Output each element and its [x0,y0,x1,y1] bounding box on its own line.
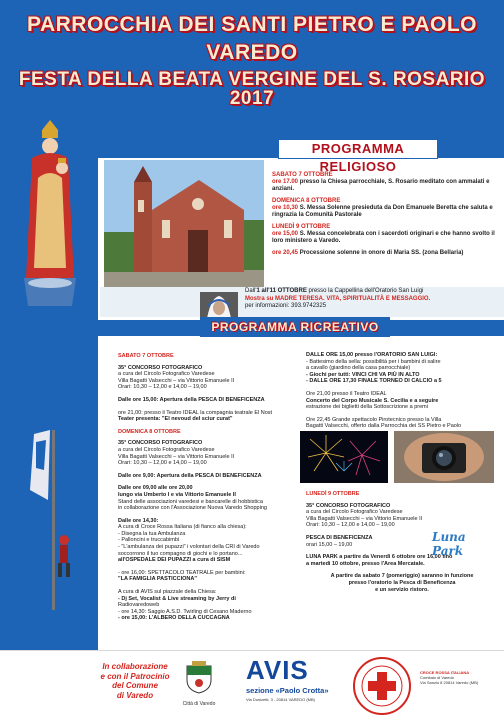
day-heading-lunedi: LUNEDÌ 9 OTTOBRE [306,491,360,497]
block-line: - Palloncini e truccabimbi [118,537,180,544]
schedule-time: ore 20,45 [272,250,299,256]
cri-info [420,670,500,685]
block-line: e un servizio ristoro. [375,586,429,593]
teresa-dates: 1 all'11 OTTOBRE [256,288,307,294]
block-line: - Dj Set, Vocalist & Live streaming by Jerry di [118,595,236,602]
block-line: estrazione dei biglietti della Sottoscrizione a premi [306,404,428,411]
schedule-day: DOMENICA 8 OTTOBRE [272,198,341,204]
ricreativo-title: PROGRAMMA RICREATIVO [200,317,390,337]
block-line: lungo via Umberto I e via Vittorio Emanuele II [118,491,236,498]
show-block [118,570,298,583]
collab-line: e con il Patrocinio [100,671,170,681]
collab-line: del Comune [112,681,158,690]
schedule-text [272,205,498,219]
block-line: Stand delle associazioni varedesi e bancarelle di hobbistica [118,498,263,505]
schedule-time: ore 15,00 [272,231,299,237]
block-line: A partire da sabato 7 (pomeriggio) saranno in funzione [330,573,474,580]
stand-block [118,485,298,511]
religioso-schedule [272,172,498,262]
pesca-block [118,397,298,404]
block-line: - DALLE ORE 17,30 FINALE TORNEO DI CALCIO a 5 [306,378,442,385]
photo-contest-block [306,503,498,529]
collaboration-note [92,662,178,700]
schedule-time: ore 17.00 [272,179,299,185]
oratorio-block [306,352,498,385]
block-line: A cura di Croce Rossa Italiana (di fianco alla chiesa): [118,524,247,531]
teresa-exhibit-title: Mostra su MADRE TERESA. VITA, SPIRITUALITÀ E MESSAGGIO. [245,295,431,302]
teresa-phone: 393.9742325 [291,303,327,309]
concert-block [306,391,498,411]
fireworks-photo [300,431,388,483]
schedule-day: LUNEDÌ 9 OTTOBRE [272,224,331,230]
avis-wordmark: AVIS [246,655,309,685]
schedule-text [272,179,498,193]
schedule-desc: presso la Chiesa parrocchiale, S. Rosario meditato con ammalati e anziani. [272,179,490,192]
block-line: Orari: 10,30 – 12,00 e 14,00 – 19,00 [306,522,395,529]
schedule-time: ore 10,30 [272,205,299,211]
block-line: Ore 22,45 Grande spettacolo Pirotecnico presso la Villa [306,416,442,423]
day-heading-sabato: SABATO 7 OTTOBRE [118,353,174,359]
collab-line: di Varedo [116,690,154,700]
block-title: 35° CONCORSO FOTOGRAFICO [306,502,391,509]
parish-title: PARROCCHIA DEI SANTI PIETRO E PAOLO [27,13,477,36]
block-line: LUNA PARK a partire da Venerdì 6 ottobre ore 16,00 fino [306,554,453,561]
flag-pole-image [24,430,84,610]
comune-caption: Città di Varedo [182,701,216,707]
avis-activities-block [118,589,298,622]
madonna-statue-image [18,118,82,308]
block-line: soccorrono il tuo compagno di giochi e lo portano... [118,550,243,557]
block-line: presso l'oratorio la Pesca di Beneficenza [348,579,456,586]
teresa-line-3 [245,303,495,311]
block-title: DALLE ORE 15,00 presso l'ORATORIO SAN LUIGI: [306,352,438,358]
comune-crest-icon [183,660,215,694]
teresa-line-1 [245,288,495,296]
block-line: orari 15,00 – 19,00 [306,541,353,548]
block-line: Villa Bagatti Valsecchi – via Vittorio Emanuele II [118,377,235,384]
avis-address: Via Donizetti, 3 - 20814 VAREDO (MB) [246,697,315,702]
block-line: Dalle ore 15,00: Apertura della PESCA DI BENEFICENZA [118,396,265,403]
block-line: - ore 14,30: Saggio A.S.D. Twirling di Cesano Maderno [118,608,252,615]
cri-line: Comitato di Varedo [420,675,454,680]
avis-logo [246,656,340,718]
day-heading-domenica: DOMENICA 8 OTTOBRE [118,428,181,435]
avis-section: sezione «Paolo Crotta» [246,686,329,695]
block-line: ore 21,00: presso il Teatro IDEAL la compagnia teatrale El Nost [118,409,273,416]
block-line: Villa Bagatti Valsecchi – via Vittorio Emanuele II [306,515,423,522]
church-photo [104,160,264,290]
ricreativo-left-column [118,353,298,628]
schedule-item-domenica [272,198,498,219]
block-line: - ore 15,00: L'ALBERO DELLA CUCCAGNA [118,615,230,622]
block-line: Ore 21,00 presso il Teatro IDEAL [306,390,387,397]
town-title: VAREDO [206,41,298,64]
block-line: - "L'ambulanza dei pupazzi" i volontari della CRI di Varedo [118,544,260,551]
schedule-item-sabato [272,172,498,193]
teresa-info-label: per informazioni: [245,303,292,309]
cri-line: CROCE ROSSA ITALIANA [420,670,470,675]
schedule-item-processione [272,250,498,257]
ricreativo-right-column [306,352,498,436]
schedule-desc: Processione solenne in onore di Maria SS. (zona Bellaria) [299,250,464,256]
croce-rossa-logo-icon [352,656,412,716]
comune-logo [176,660,222,718]
teresa-exhibit-info [245,288,495,311]
collab-line: In collaborazione [102,662,168,671]
block-line: A cura di AVIS sul piazzale della Chiesa: [118,589,217,596]
block-title: Dalle ore 14,30: [118,517,159,524]
teresa-location: presso la Cappellina dell'Oratorio San Luigi [306,288,424,294]
block-line: a martedì 10 ottobre, presso l'Area Mercatale. [306,560,425,567]
schedule-day: SABATO 7 OTTOBRE [272,172,333,178]
block-line: Villa Bagatti Valsecchi – via Vittorio Emanuele II [118,453,235,460]
block-line: Dalle ore 9,00: Apertura della PESCA DI BENEFICENZA [118,472,262,479]
cri-line: Via Sanzio 8 20814 Varedo (MB) [420,680,479,685]
block-line: Concerto del Corpo Musicale S. Cecilia e a seguire [306,397,439,404]
block-line: Orari: 10,30 – 12,00 e 14,00 – 19,00 [118,460,207,467]
teresa-prefix: Dall' [245,288,257,294]
luna-park-logo: Luna Park [432,530,466,558]
schedule-desc: S. Messa Solenne presieduta da Don Emanuele Beretta che saluta e ringrazia la Comunità Pastorale [272,205,493,218]
block-line: in collaborazione con l'Associazione Nuova Varedo Shopping [118,505,267,512]
schedule-item-lunedi [272,224,498,245]
photo-contest-block [118,365,298,391]
festival-title: FESTA DELLA BEATA VERGINE DEL S. ROSARIO 2017 [18,69,486,109]
block-line: a cavallo (giardino della casa parrocchiale) [306,365,411,372]
photo-contest-block [118,440,298,466]
block-line: a cura del Circolo Fotografico Varedese [118,371,215,378]
religioso-title: PROGRAMMA RELIGIOSO [278,139,438,159]
block-line: - Battesimo della sella: possibilità per i bambini di salire [306,358,441,365]
cri-activities-block [118,518,298,564]
block-line: - ore 16,00: SPETTACOLO TEATRALE per bambini: [118,569,246,576]
block-line: Bagatti Valsecchi, offerto dalla Parrocchia dei SS Pietro e Paolo [306,423,462,430]
schedule-text [272,250,498,257]
fireworks-block [306,417,498,430]
block-line: Teater presenta: "El nevoud del sciur curat" [118,416,233,423]
pesca-block [118,473,298,480]
block-line: - Giochi per tutti: VINCI CHI VA PIÙ IN ALTO [306,371,420,378]
closing-block [306,573,498,593]
schedule-desc: S. Messa concelebrata con i sacerdoti originari e che hanno svolto il loro ministero a Varedo. [272,231,495,244]
camera-photo [394,431,494,483]
teatro-block [118,410,298,423]
block-title: PESCA DI BENEFICENZA [306,534,373,541]
block-title: 35° CONCORSO FOTOGRAFICO [118,440,203,447]
block-line: - Disegna la tua Ambulanza [118,530,186,537]
luna-park-block [306,554,498,567]
block-line: a cura del Circolo Fotografico Varedese [118,446,215,453]
block-line: a cura del Circolo Fotografico Varedese [306,509,403,516]
block-title: Dalle ore 09,00 alle ore 20,00 [118,485,193,492]
block-line: "LA FAMIGLIA PASTICCIONA" [118,576,197,583]
block-line: Orari: 10,30 – 12,00 e 14,00 – 19,00 [118,384,207,391]
block-title: 35° CONCORSO FOTOGRAFICO [118,364,203,371]
block-line: all'OSPEDALE DEI PUPAZZI a cura di SISM [118,557,231,564]
block-line: Radiovaredoweb [118,602,160,609]
schedule-text [272,231,498,245]
